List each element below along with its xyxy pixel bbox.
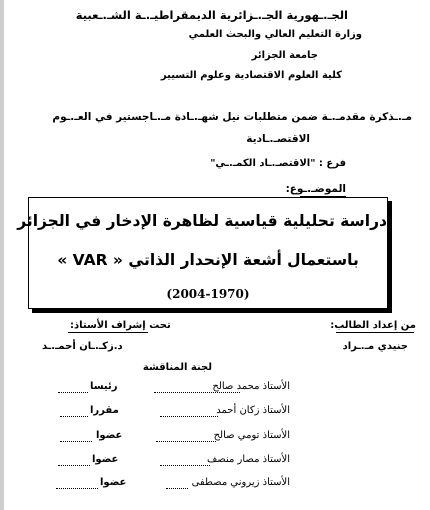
committee-title: لجنة المناقشة bbox=[142, 362, 212, 373]
committee-member-role: عضوا bbox=[100, 477, 127, 488]
dotted-leader bbox=[60, 416, 88, 417]
dotted-leader bbox=[160, 416, 218, 417]
supervisor-name: د.زكـ.ـان أحمـ.ـد bbox=[42, 341, 123, 352]
committee-member-name: الأستاذ زيروني مصطفى bbox=[191, 477, 290, 488]
dotted-leader bbox=[58, 392, 88, 393]
dotted-leader bbox=[166, 488, 188, 489]
committee-member-role: عضوا bbox=[92, 454, 119, 465]
page-edge bbox=[0, 0, 4, 510]
dotted-leader bbox=[160, 465, 210, 466]
thesis-title-box bbox=[17, 197, 388, 309]
committee-member-name: الأستاذ زكان أحمد bbox=[216, 405, 290, 416]
committee-member-role: عضوا bbox=[96, 430, 123, 441]
dotted-leader bbox=[58, 465, 90, 466]
committee-member-name: الأستاذ تومي صالح bbox=[213, 430, 290, 441]
student-label: من إعداد الطالب: bbox=[330, 320, 416, 331]
memo-statement-line2: الاقتصـ.ـادية bbox=[246, 133, 310, 145]
republic-header: الجـ.ـهورية الجـ.ـزائرية الديمقراطيـ.ـة الشـ.ـعبية bbox=[75, 8, 348, 22]
thesis-title-line1: دراسة تحليلية قياسية لظاهرة الإدخار في الجزائر bbox=[17, 212, 387, 230]
ministry-header: وزارة التعليم العالي والبحث العلمي bbox=[188, 29, 362, 40]
faculty-header: كلية العلوم الاقتصادية وعلوم التسيير bbox=[160, 70, 342, 81]
supervisor-label: تحت إشراف الأستاذ: bbox=[70, 320, 171, 331]
committee-member-role: رئيسا bbox=[90, 381, 118, 392]
university-header: جامعة الجزائر bbox=[251, 50, 318, 61]
memo-statement-line1: مـ.ـذكرة مقدمـ.ـة ضمن متطلبات نيل شهـ.ـادة مـ.ـاجستير في العـ.ـوم bbox=[52, 111, 412, 123]
student-name: جنيدي مـ.ـراد bbox=[342, 341, 408, 352]
thesis-years: (2004-1970) bbox=[166, 287, 250, 301]
topic-label: الموضـ.ـوع: bbox=[285, 183, 346, 195]
supervisor-label-underline bbox=[68, 332, 148, 333]
committee-member-role: مقررا bbox=[90, 405, 119, 416]
thesis-title-line2: باستعمال أشعة الإنحدار الذاتي « VAR » bbox=[57, 251, 359, 269]
committee-member-name: الأستاذ مصار منصف bbox=[206, 454, 290, 465]
dotted-leader bbox=[56, 488, 98, 489]
student-label-underline bbox=[336, 332, 414, 333]
dotted-leader bbox=[156, 441, 216, 442]
dotted-leader bbox=[154, 392, 240, 393]
committee-member-name: الأستاذ محمد صالح bbox=[212, 381, 290, 392]
branch-label: فرع : "الاقتصـ.ـاد الكمـ.ـي" bbox=[210, 158, 346, 169]
dotted-leader bbox=[60, 441, 92, 442]
